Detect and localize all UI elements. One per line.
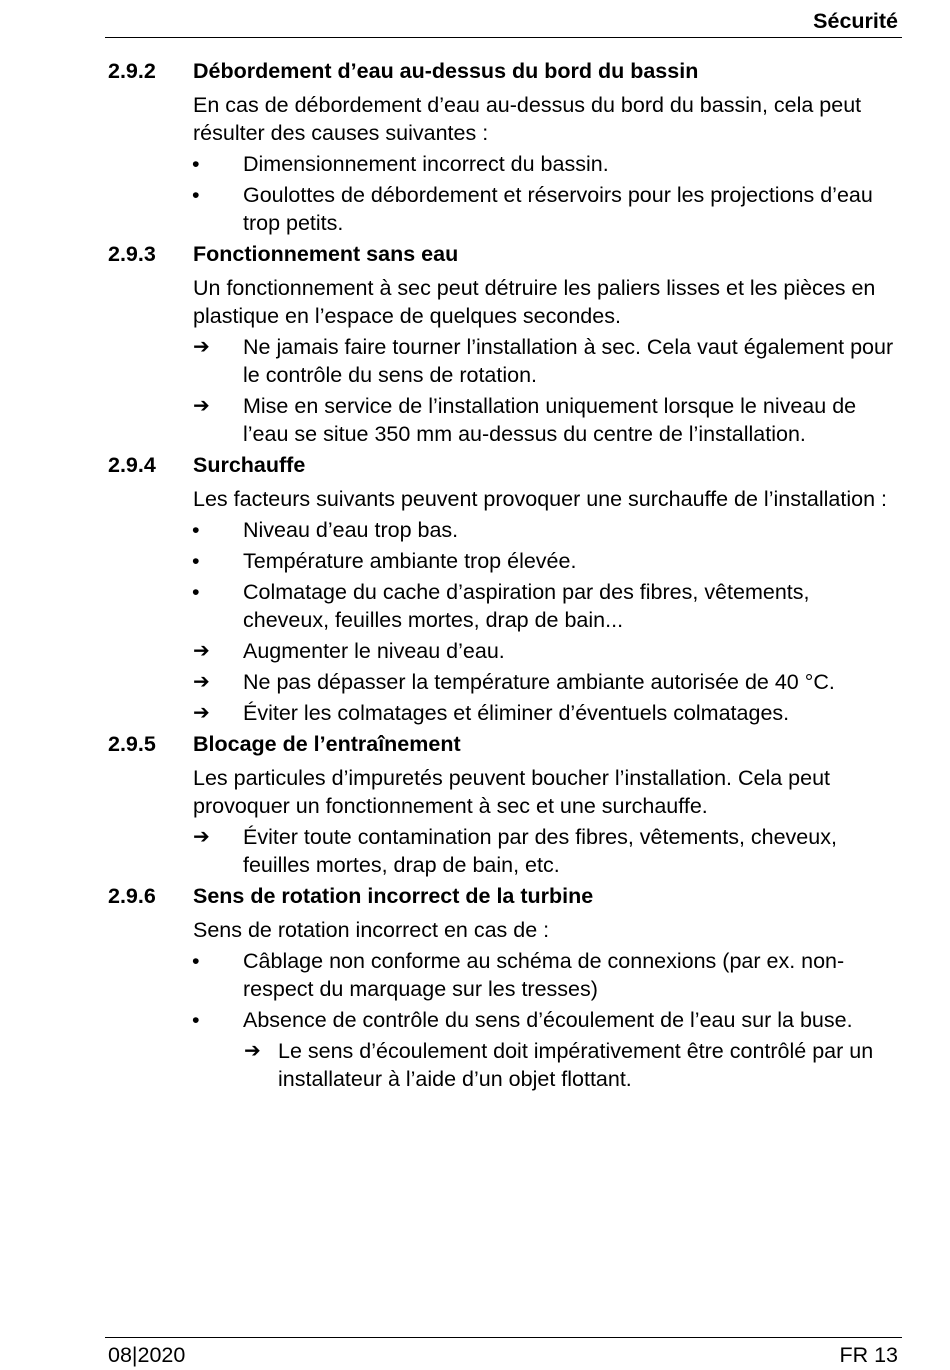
bullet-item [192,150,901,178]
action-text: Augmenter le niveau d’eau. [243,639,505,663]
section-heading [0,730,950,764]
action-text: Éviter toute contamination par des fibres, vêtements, cheveux, feuilles mortes, drap de bain, etc. [243,825,837,877]
bullet-icon: • [192,183,200,207]
action-text: Ne pas dépasser la température ambiante autorisée de 40 °C. [243,670,835,694]
section-intro: En cas de débordement d’eau au-dessus du bord du bassin, cela peut résulter des causes suivantes : [193,93,862,145]
section-2-9-2 [0,57,950,237]
bullet-text: Dimensionnement incorrect du bassin. [243,152,609,176]
action-text: Mise en service de l’installation uniquement lorsque le niveau de l’eau se situe 350 mm au-dessus du centre de l’installation. [243,394,857,446]
footer-divider [105,1337,902,1338]
bullet-item [192,516,901,544]
bullet-text: Niveau d’eau trop bas. [243,518,459,542]
arrow-right-icon: ➔ [193,395,210,417]
bullet-text: Câblage non conforme au schéma de connexions (par ex. non-respect du marquage sur les tresses) [243,949,845,1001]
bullet-text: Goulottes de débordement et réservoirs pour les projections d’eau trop petits. [243,183,873,235]
section-number: 2.9.3 [108,242,156,266]
section-heading [0,882,950,916]
section-title: Surchauffe [193,453,306,477]
section-title: Débordement d’eau au-dessus du bord du bassin [193,59,699,83]
bullet-item [192,947,901,1003]
section-title: Blocage de l’entraînement [193,732,461,756]
header-divider [105,37,902,38]
section-intro: Les facteurs suivants peuvent provoquer une surchauffe de l’installation : [193,487,888,511]
arrow-right-icon: ➔ [193,826,210,848]
bullet-text: Absence de contrôle du sens d’écoulement de l’eau sur la buse. [243,1008,853,1032]
section-2-9-5 [0,730,950,879]
section-number: 2.9.6 [108,884,156,908]
bullet-icon: • [192,549,200,573]
section-intro: Un fonctionnement à sec peut détruire les paliers lisses et les pièces en plastique en l’espace de quelques secondes. [193,276,876,328]
arrow-right-icon: ➔ [244,1040,261,1062]
section-heading [0,240,950,274]
section-title: Sens de rotation incorrect de la turbine [193,884,594,908]
bullet-icon: • [192,949,200,973]
action-item [193,668,901,696]
section-number: 2.9.2 [108,59,156,83]
arrow-right-icon: ➔ [193,671,210,693]
section-2-9-6 [0,882,950,1093]
bullet-icon: • [192,580,200,604]
bullet-icon: • [192,152,200,176]
arrow-right-icon: ➔ [193,336,210,358]
action-item [193,392,901,448]
page-header-title: Sécurité [813,9,898,33]
document-body [0,57,950,1096]
bullet-item [192,547,901,575]
sub-action-text: Le sens d’écoulement doit impérativement être contrôlé par un installateur à l’aide d’un objet flottant. [278,1039,874,1091]
arrow-right-icon: ➔ [193,640,210,662]
section-heading [0,451,950,485]
section-intro: Sens de rotation incorrect en cas de : [193,918,550,942]
bullet-item [192,181,901,237]
action-item [193,637,901,665]
section-2-9-3 [0,240,950,448]
action-text: Éviter les colmatages et éliminer d’éventuels colmatages. [243,701,790,725]
footer-date: 08|2020 [108,1343,186,1367]
section-title: Fonctionnement sans eau [193,242,459,266]
section-intro: Les particules d’impuretés peuvent boucher l’installation. Cela peut provoquer un fonctionnement à sec et une surchauffe. [193,766,831,818]
action-item [193,699,901,727]
bullet-icon: • [192,518,200,542]
arrow-right-icon: ➔ [193,702,210,724]
bullet-text: Température ambiante trop élevée. [243,549,577,573]
action-item [193,823,901,879]
bullet-icon: • [192,1008,200,1032]
section-heading [0,57,950,91]
bullet-text: Colmatage du cache d’aspiration par des fibres, vêtements, cheveux, feuilles mortes, drap de bain... [243,580,810,632]
action-text: Ne jamais faire tourner l’installation à sec. Cela vaut également pour le contrôle du sens de rotation. [243,335,894,387]
bullet-item [192,578,901,634]
section-2-9-4 [0,451,950,727]
bullet-item [192,1006,901,1034]
action-item [193,333,901,389]
sub-action-item [244,1037,898,1093]
section-number: 2.9.5 [108,732,156,756]
page-number: FR 13 [839,1343,898,1367]
section-number: 2.9.4 [108,453,156,477]
